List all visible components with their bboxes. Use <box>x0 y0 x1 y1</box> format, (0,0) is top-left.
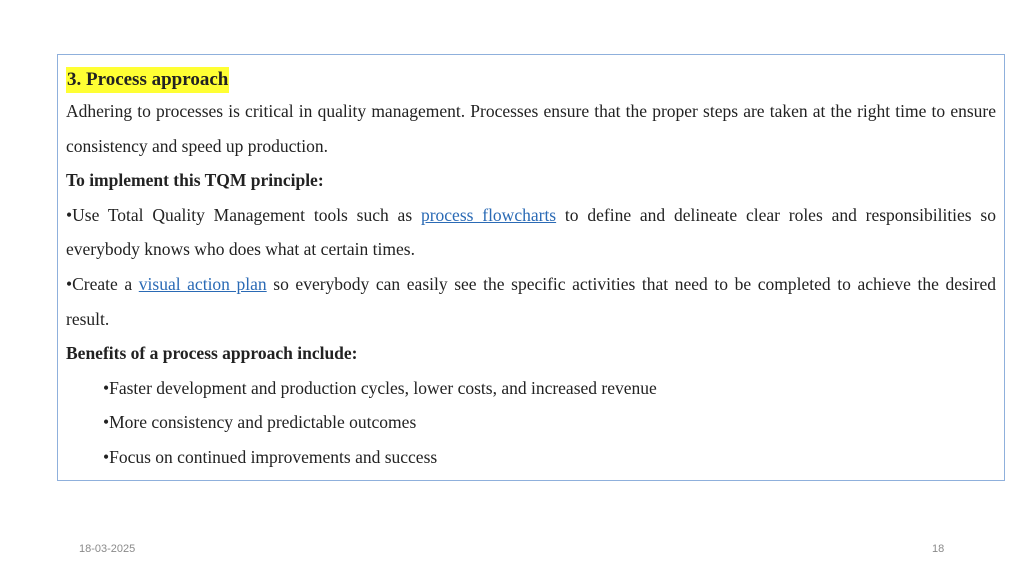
process-flowcharts-link[interactable]: process flowcharts <box>420 204 557 225</box>
bullet-action-plan-before: •Create a <box>66 273 139 294</box>
section-heading: 3. Process approach <box>66 67 229 93</box>
page-number: 18 <box>932 543 945 555</box>
visual-action-plan-link[interactable]: visual action plan <box>138 273 267 294</box>
content-box <box>57 54 1005 481</box>
benefit-item: •Faster development and production cycles, lower costs, and increased revenue <box>103 377 657 398</box>
benefit-item: •More consistency and predictable outcomes <box>103 412 417 433</box>
benefits-heading: Benefits of a process approach include: <box>66 343 358 364</box>
bullet-action-plan <box>66 267 996 336</box>
bullet-flowcharts <box>66 198 996 267</box>
footer-date: 18-03-2025 <box>79 543 136 555</box>
benefit-item: •Focus on continued improvements and success <box>103 446 438 467</box>
bullet-flowcharts-before: •Use Total Quality Management tools such as <box>66 204 421 225</box>
bullet-action-plan-after: so everybody can easily see the specific activities that need to be completed to achieve the desired result. <box>66 273 996 329</box>
bullet-flowcharts-after: to define and delineate clear roles and responsibilities so everybody knows who does what at certain times. <box>66 204 996 260</box>
intro-paragraph: Adhering to processes is critical in quality management. Processes ensure that the proper steps are taken at the right time to ensure consistency and speed up production. <box>66 101 996 156</box>
implement-heading: To implement this TQM principle: <box>66 170 324 191</box>
